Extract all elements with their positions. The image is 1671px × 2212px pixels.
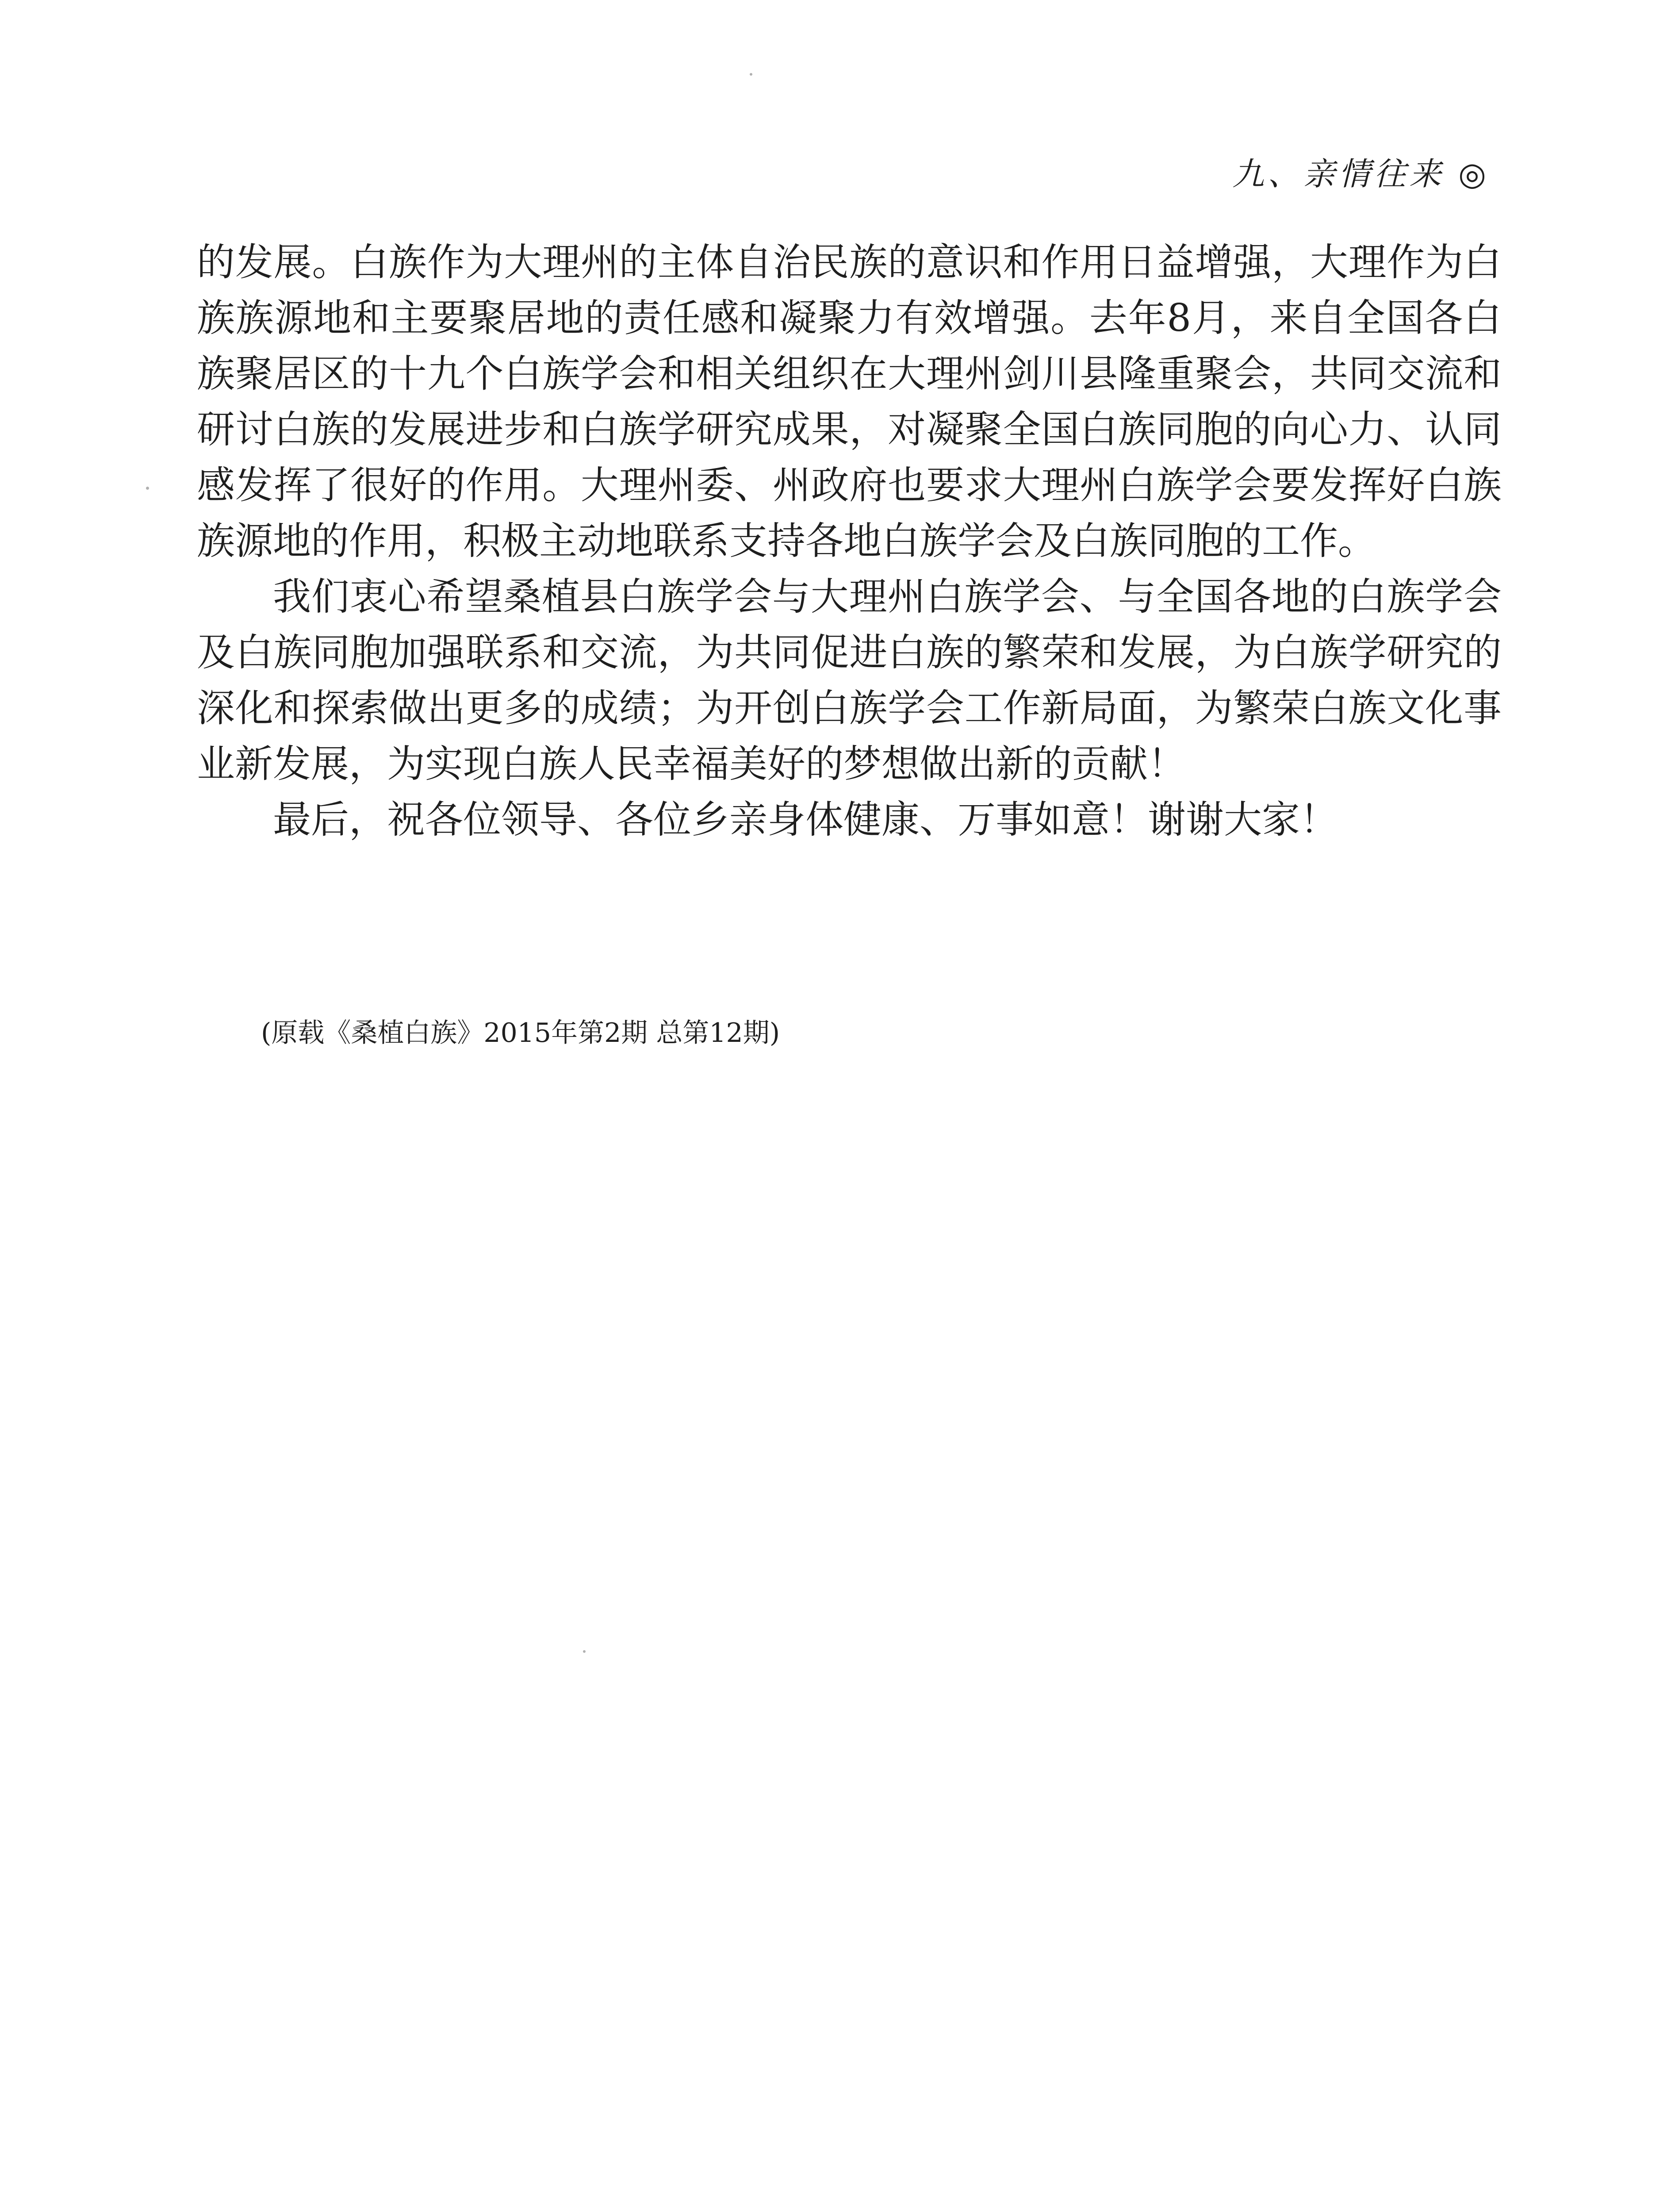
source-note: (原载《桑植白族》2015年第2期 总第12期)	[261, 1018, 780, 1048]
scan-speck	[583, 1650, 586, 1653]
paragraph-1: 的发展。白族作为大理州的主体自治民族的意识和作用日益增强，大理作为白族族源地和主要聚居地的责任感和凝聚力有效增强。去年8月，来自全国各白族聚居区的十九个白族学会和相关组织在大理州剑川县隆重聚会，共同交流和研讨白族的发展进步和白族学研究成果，对凝聚全国白族同胞的向心力、认同感发挥了很好的作用。大理州委、州政府也要求大理州白族学会要发挥好白族族源地的作用，积极主动地联系支持各地白族学会及白族同胞的工作。	[197, 240, 1502, 563]
paragraph-2: 我们衷心希望桑植县白族学会与大理州白族学会、与全国各地的白族学会及白族同胞加强联系和交流，为共同促进白族的繁荣和发展，为白族学研究的深化和探索做出更多的成绩；为开创白族学会工作新局面，为繁荣白族文化事业新发展，为实现白族人民幸福美好的梦想做出新的贡献！	[197, 575, 1502, 786]
scan-speck	[750, 73, 752, 76]
body-text	[197, 234, 1502, 848]
running-head: 九、亲情往来 ◎	[1232, 155, 1490, 192]
paragraph-3: 最后，祝各位领导、各位乡亲身体健康、万事如意！谢谢大家！	[273, 798, 1338, 842]
scan-speck	[146, 487, 149, 490]
